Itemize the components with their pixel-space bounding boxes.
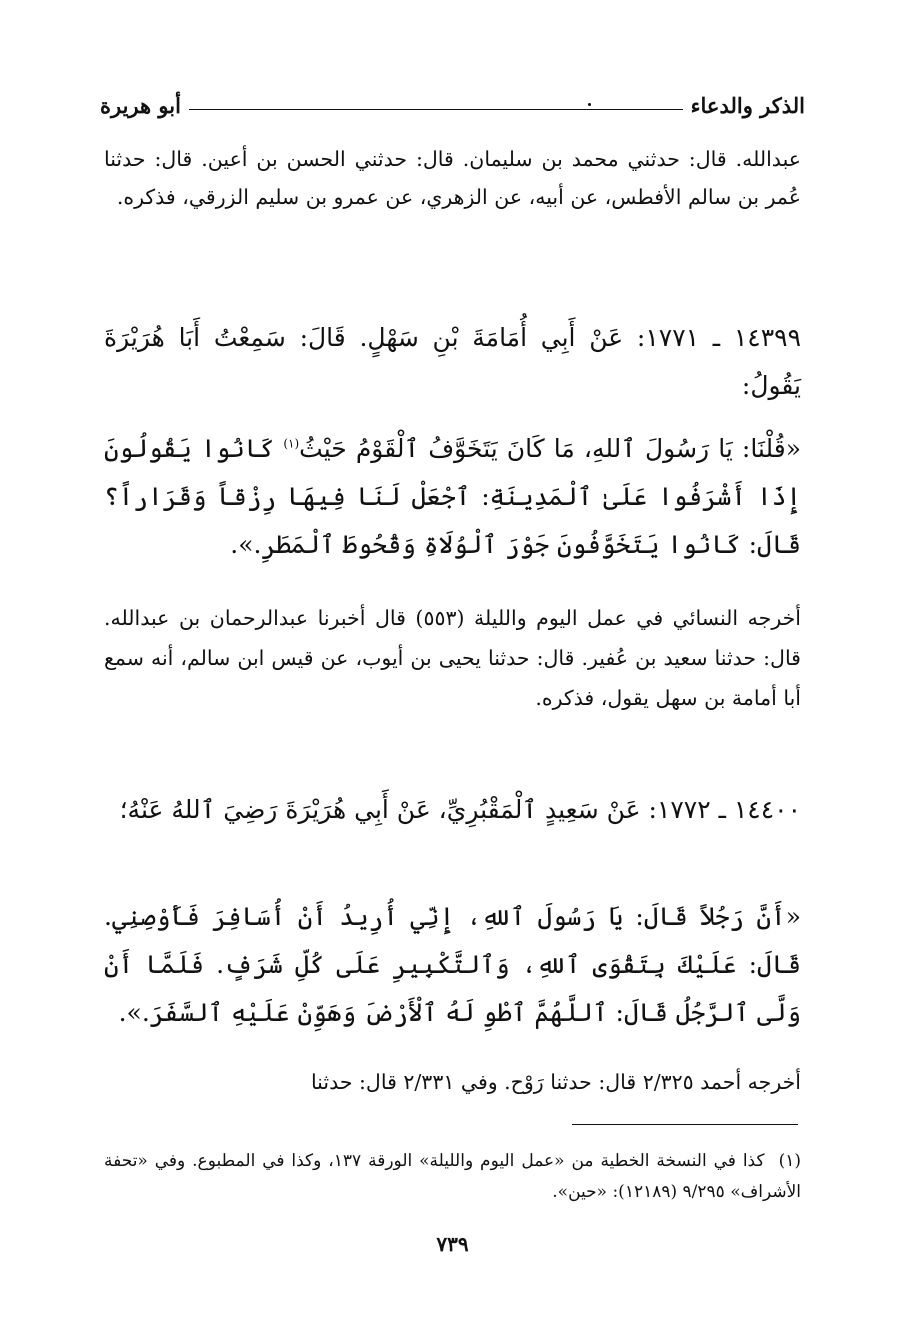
hadith-1771-text-part2: كَانُوا يَقُولُونَ إِذَا أَشْرَفُوا عَلَىٰ ٱلْمَدِينَةِ: ٱجْعَلْ لَنَا فِيهَا رِزْقاً وَقَرَاراً؟ قَالَ: كَانُوا يَتَخَوَّفُونَ جَوْرَ ٱلْوُلَاةِ وَقُحُوطَ ٱلْمَطَرِ.». — [104, 434, 801, 559]
header-chapter-title: الذكر والدعاء — [690, 93, 805, 118]
hadith-1771-text — [104, 425, 801, 569]
isnad-paragraph: عبدالله. قال: حدثني محمد بن سليمان. قال: حدثني الحسن بن أعين. قال: حدثنا عُمر بن سالم الأفطس، عن أبيه، عن الزهري، عن عمرو بن سليم الزرقي، فذكره. — [104, 147, 801, 209]
page-number: ٧٣٩ — [436, 1232, 469, 1256]
hadith-1772-intro: ١٤٤٠٠ ـ ١٧٧٢: عَنْ سَعِيدٍ ٱلْمَقْبُرِيِّ، عَنْ أَبِي هُرَيْرَةَ رَضِيَ ٱللهُ عَنْهُ؛ — [119, 795, 801, 824]
takhrij-paragraph-2: أخرجه أحمد ٢/٣٢٥ قال: حدثنا رَوْح. وفي ٢/٣٣١ قال: حدثنا — [310, 1070, 801, 1094]
hadith-1771-intro: ١٤٣٩٩ ـ ١٧٧١: عَنْ أَبِي أُمَامَةَ بْنِ سَهْلٍ. قَالَ: سَمِعْتُ أَبَا هُرَيْرَةَ يَقُولُ: — [104, 323, 802, 400]
footnote-marker: (١) — [778, 1151, 801, 1171]
hadith-1772-text: «أَنَّ رَجُلاً قَالَ: يَا رَسُولَ ٱللهِ، إِنِّي أُرِيدُ أَنْ أُسَافِرَ فَأَوْصِنِي. قَالَ: عَلَيْكَ بِتَقْوَى ٱللهِ، وَٱلتَّكْبِيرِ عَلَى كُلِّ شَرَفٍ. فَلَمَّا أَنْ وَلَّى ٱلرَّجُلُ قَالَ: ٱللَّهُمَّ ٱطْوِ لَهُ ٱلْأَرْضَ وَهَوِّنْ عَلَيْهِ ٱلسَّفَرَ.». — [104, 902, 802, 1027]
header-section-title: أبو هريرة — [100, 93, 181, 118]
takhrij-paragraph-1: أخرجه النسائي في عمل اليوم والليلة (٥٥٣) قال أخبرنا عبدالرحمان بن عبدالله. قال: حدثنا سعيد بن عُفير. قال: حدثنا يحيى بن أيوب، عن قيس ابن سالم، أنه سمع أبا أمامة بن سهل يقول، فذكره. — [104, 606, 802, 710]
footnote-text: كذا في النسخة الخطية من «عمل اليوم والليلة» الورقة ١٣٧، وكذا في المطبوع. وفي «تحفة الأشراف» ٩/٢٩٥ (١٢١٨٩): «حين». — [104, 1151, 801, 1202]
running-header — [100, 84, 805, 118]
footnote — [104, 1146, 801, 1208]
header-rule — [189, 109, 683, 110]
footnote-separator — [572, 1124, 798, 1125]
footnote-reference[interactable]: (١) — [283, 436, 300, 451]
hadith-1771-text-part1: «قُلْنَا: يَا رَسُولَ ٱللهِ، مَا كَانَ يَتَخَوَّفُ ٱلْقَوْمُ حَيْثُ — [299, 434, 801, 463]
